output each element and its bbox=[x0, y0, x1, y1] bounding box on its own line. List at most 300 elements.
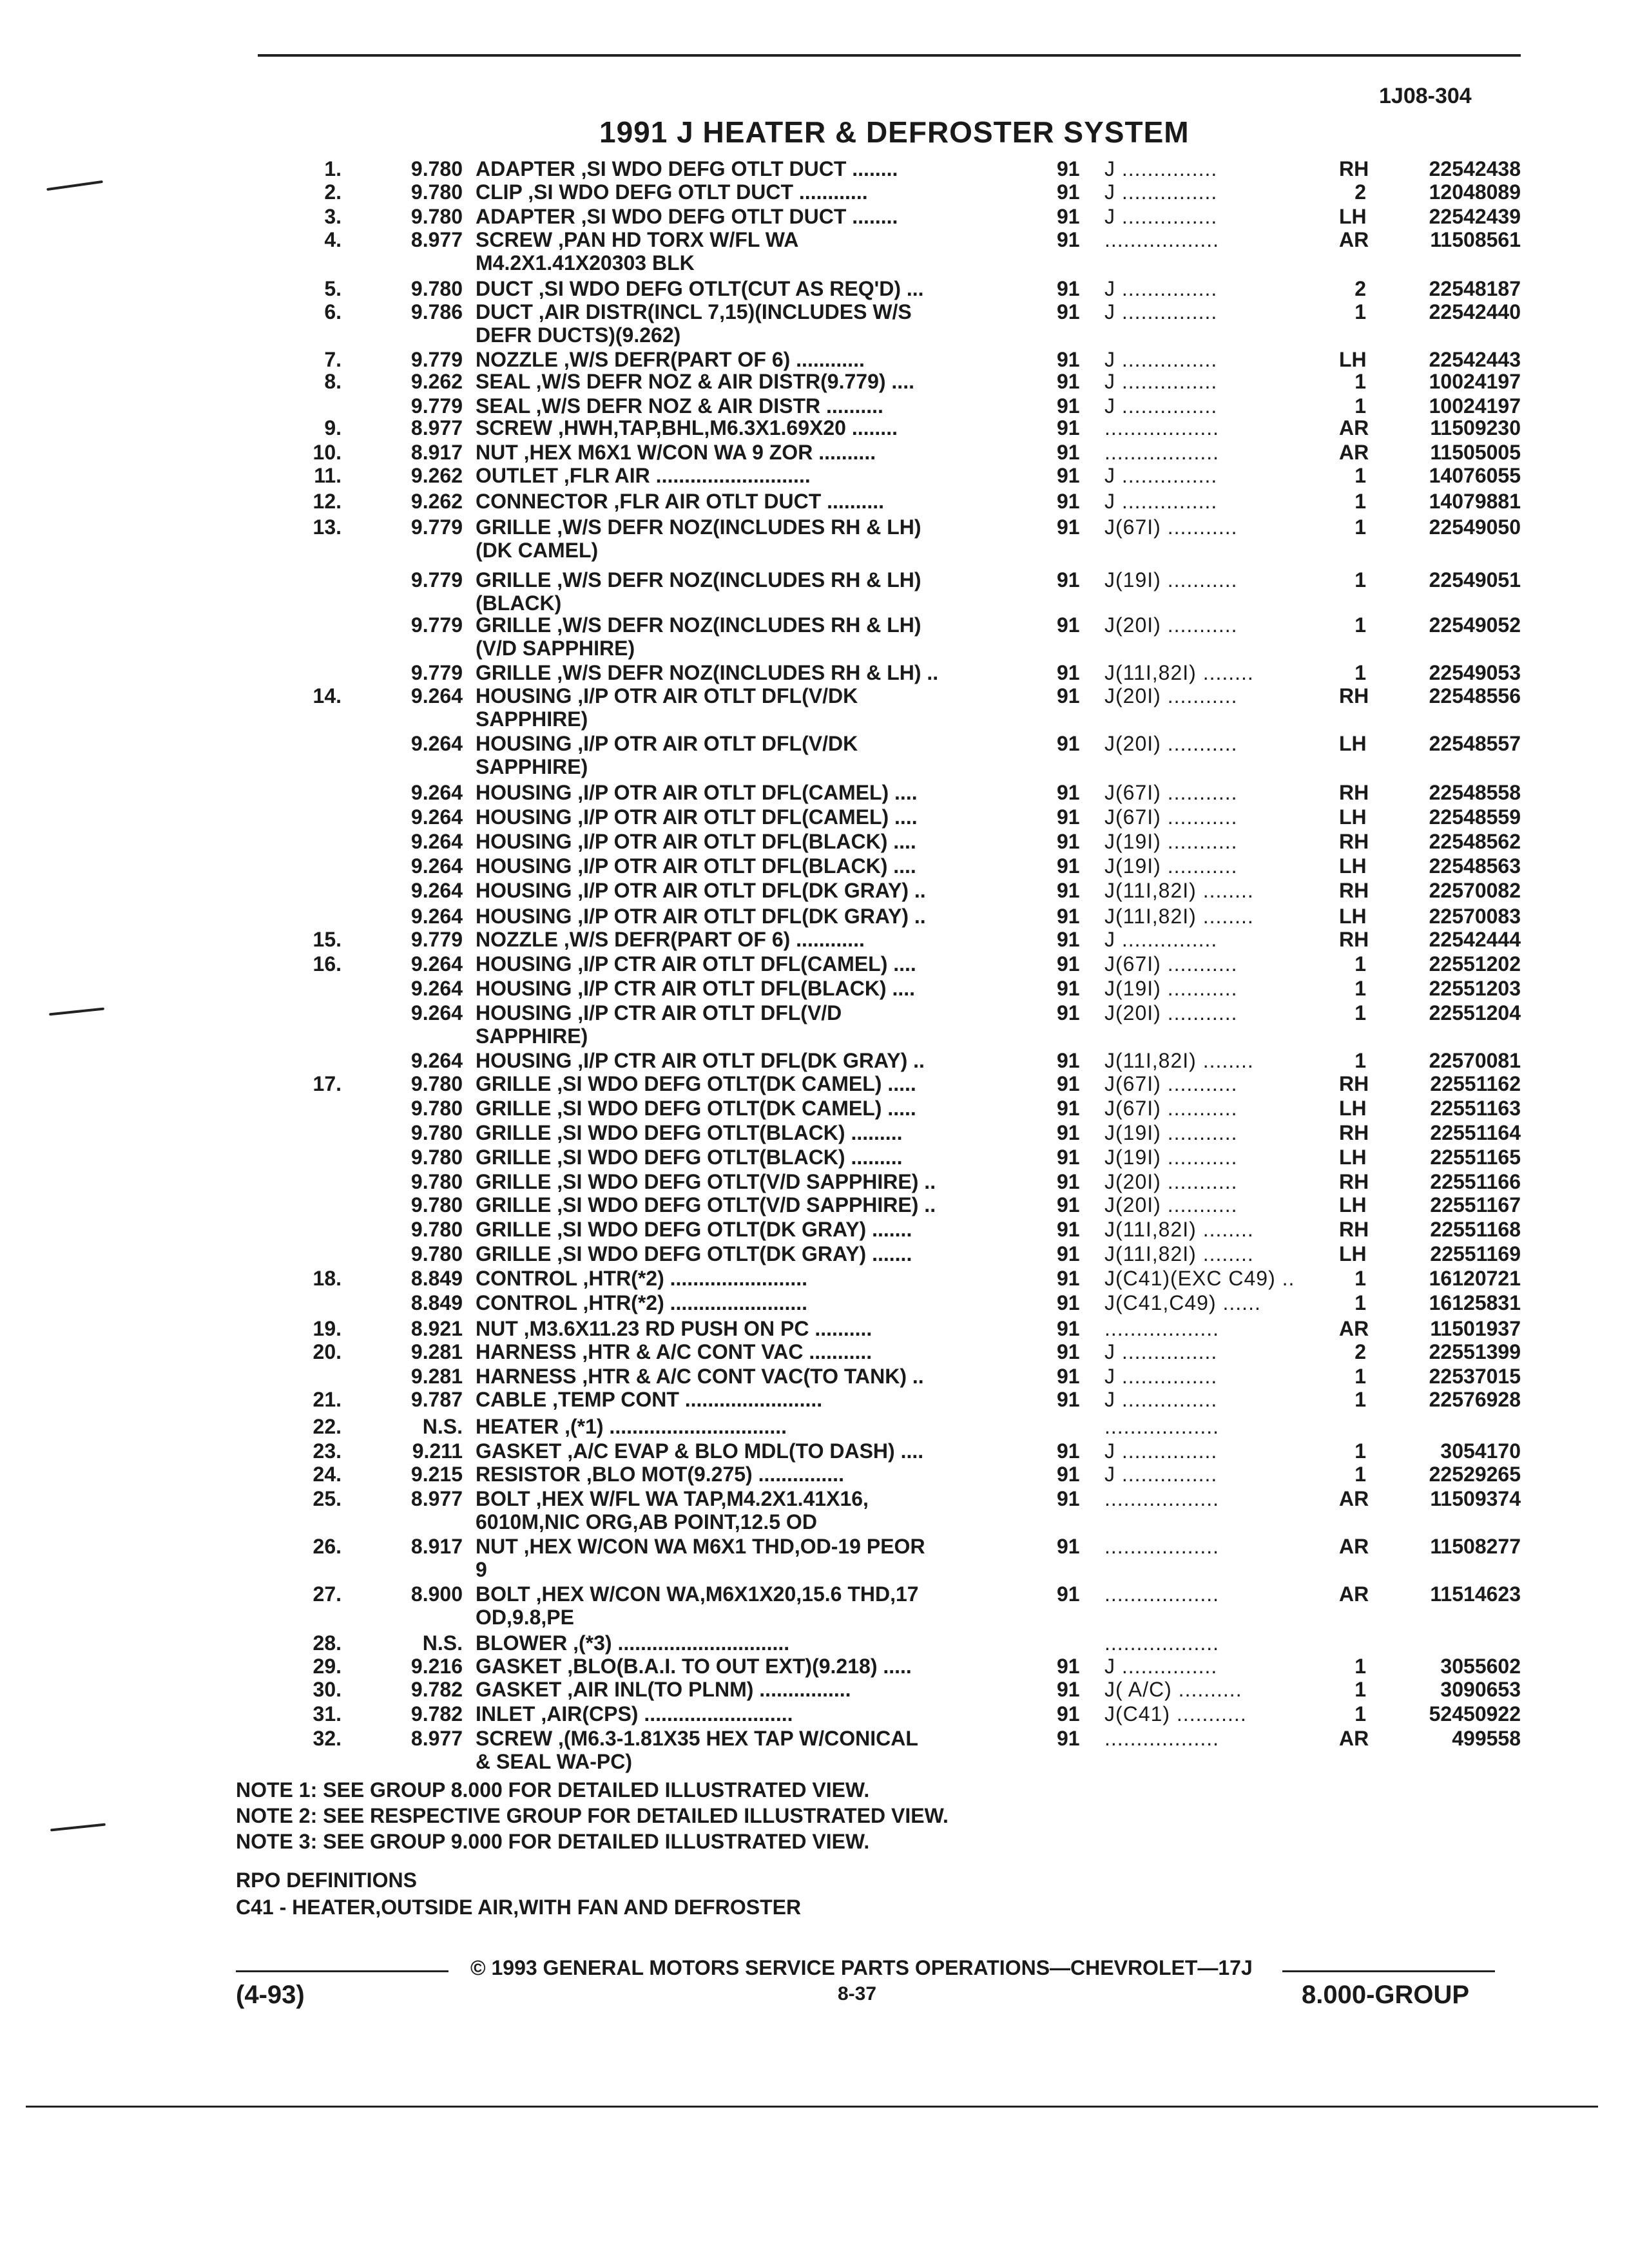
part-quantity: 1 bbox=[1354, 1365, 1366, 1388]
part-item-number: 1. bbox=[324, 157, 342, 180]
part-quantity: AR bbox=[1339, 441, 1369, 464]
part-year: 91 bbox=[1057, 180, 1080, 204]
part-quantity: 1 bbox=[1354, 952, 1366, 975]
parts-row bbox=[0, 464, 1629, 486]
part-model: J ............... bbox=[1104, 1388, 1218, 1411]
part-description: NUT ,HEX M6X1 W/CON WA 9 ZOR .......... bbox=[476, 441, 876, 464]
part-year: 91 bbox=[1057, 441, 1080, 464]
part-item-number: 5. bbox=[324, 277, 342, 300]
part-number: 22551162 bbox=[1430, 1072, 1521, 1095]
part-model: J(20I) ........... bbox=[1104, 613, 1238, 637]
part-number: 22542440 bbox=[1429, 300, 1521, 323]
part-quantity: 2 bbox=[1354, 180, 1366, 204]
part-item-number: 18. bbox=[313, 1267, 342, 1290]
parts-row bbox=[0, 879, 1629, 901]
part-description: SCREW ,HWH,TAP,BHL,M6.3X1.69X20 ........ bbox=[476, 416, 898, 439]
parts-row bbox=[0, 370, 1629, 392]
part-description-continued: (V/D SAPPHIRE) bbox=[476, 637, 635, 660]
part-year: 91 bbox=[1057, 348, 1080, 371]
part-description: NOZZLE ,W/S DEFR(PART OF 6) ............ bbox=[476, 928, 865, 951]
parts-row bbox=[0, 732, 1629, 754]
part-model: J(67I) ........... bbox=[1104, 805, 1238, 829]
part-quantity: RH bbox=[1339, 1121, 1369, 1144]
part-description: HOUSING ,I/P OTR AIR OTLT DFL(BLACK) .... bbox=[476, 830, 916, 853]
parts-row bbox=[0, 1631, 1629, 1653]
part-number: 22542438 bbox=[1429, 157, 1521, 180]
part-year: 91 bbox=[1057, 1388, 1080, 1411]
parts-row bbox=[0, 490, 1629, 512]
part-item-number: 30. bbox=[313, 1678, 342, 1701]
part-model: J(20I) ........... bbox=[1104, 732, 1238, 755]
part-description: CONNECTOR ,FLR AIR OTLT DUCT .......... bbox=[476, 490, 885, 513]
part-year: 91 bbox=[1057, 464, 1080, 487]
part-number: 22529265 bbox=[1429, 1463, 1521, 1486]
part-group-code: 9.780 bbox=[410, 1097, 463, 1120]
part-number: 10024197 bbox=[1429, 370, 1521, 393]
part-item-number: 25. bbox=[313, 1487, 342, 1510]
part-model: J ............... bbox=[1104, 205, 1218, 228]
part-quantity: 1 bbox=[1354, 490, 1366, 513]
parts-row bbox=[0, 157, 1629, 179]
parts-row bbox=[0, 1049, 1629, 1071]
part-model: J(19I) ........... bbox=[1104, 830, 1238, 853]
part-group-code: 9.215 bbox=[410, 1463, 463, 1486]
footer-group: 8.000-GROUP bbox=[1302, 1981, 1470, 2009]
part-model: J(67I) ........... bbox=[1104, 781, 1238, 804]
part-year: 91 bbox=[1057, 1001, 1080, 1024]
part-item-number: 23. bbox=[313, 1439, 342, 1463]
part-number: 14076055 bbox=[1429, 464, 1521, 487]
part-group-code: 8.977 bbox=[410, 1727, 463, 1750]
part-model: J(67I) ........... bbox=[1104, 1097, 1238, 1120]
part-quantity: 2 bbox=[1354, 277, 1366, 300]
part-group-code: 9.779 bbox=[410, 568, 463, 591]
part-item-number: 12. bbox=[313, 490, 342, 513]
part-group-code: 8.900 bbox=[410, 1582, 463, 1606]
part-number: 22548558 bbox=[1429, 781, 1521, 804]
part-description: HARNESS ,HTR & A/C CONT VAC ........... bbox=[476, 1340, 872, 1363]
part-number: 22570082 bbox=[1429, 879, 1521, 902]
part-number: 22576928 bbox=[1429, 1388, 1521, 1411]
part-quantity: RH bbox=[1339, 879, 1369, 902]
part-number: 11508277 bbox=[1430, 1535, 1521, 1558]
part-group-code: 9.264 bbox=[410, 684, 463, 707]
part-quantity: 1 bbox=[1354, 1388, 1366, 1411]
parts-row bbox=[0, 1193, 1629, 1215]
part-year: 91 bbox=[1057, 490, 1080, 513]
part-group-code: 9.264 bbox=[410, 977, 463, 1000]
part-model: J(11I,82I) ........ bbox=[1104, 879, 1254, 902]
parts-row bbox=[0, 1242, 1629, 1264]
part-group-code: 9.780 bbox=[410, 1121, 463, 1144]
footer-rule-left bbox=[236, 1970, 448, 1972]
part-description: GASKET ,BLO(B.A.I. TO OUT EXT)(9.218) ..... bbox=[476, 1655, 912, 1678]
parts-row bbox=[0, 928, 1629, 950]
binder-mark bbox=[50, 1823, 106, 1832]
bottom-rule bbox=[26, 2106, 1598, 2108]
part-description: ADAPTER ,SI WDO DEFG OTLT DUCT ........ bbox=[476, 205, 898, 228]
part-description: GRILLE ,SI WDO DEFG OTLT(DK GRAY) ....... bbox=[476, 1218, 912, 1241]
part-item-number: 9. bbox=[324, 416, 342, 439]
part-number: 10024197 bbox=[1429, 394, 1521, 418]
part-year: 91 bbox=[1057, 157, 1080, 180]
part-model: J(67I) ........... bbox=[1104, 1072, 1238, 1095]
part-number: 22548187 bbox=[1429, 277, 1521, 300]
part-year: 91 bbox=[1057, 1267, 1080, 1290]
part-number: 22551163 bbox=[1430, 1097, 1521, 1120]
part-group-code: 9.264 bbox=[410, 830, 463, 853]
part-group-code: 9.780 bbox=[410, 180, 463, 204]
part-item-number: 2. bbox=[324, 180, 342, 204]
part-item-number: 7. bbox=[324, 348, 342, 371]
part-description: OUTLET ,FLR AIR ........................... bbox=[476, 464, 811, 487]
part-number: 22549051 bbox=[1429, 568, 1521, 591]
part-description: GRILLE ,W/S DEFR NOZ(INCLUDES RH & LH) bbox=[476, 613, 921, 637]
footer-page-number: 8-37 bbox=[838, 1983, 877, 2004]
part-model: J(11I,82I) ........ bbox=[1104, 905, 1254, 928]
part-year: 91 bbox=[1057, 905, 1080, 928]
parts-row bbox=[0, 228, 1629, 250]
part-number: 22549052 bbox=[1429, 613, 1521, 637]
part-description-continued: (BLACK) bbox=[476, 591, 562, 615]
parts-row bbox=[0, 952, 1629, 974]
part-description: GRILLE ,SI WDO DEFG OTLT(DK GRAY) ....... bbox=[476, 1242, 912, 1265]
part-year: 91 bbox=[1057, 661, 1080, 684]
part-item-number: 27. bbox=[313, 1582, 342, 1606]
parts-row bbox=[0, 515, 1629, 537]
part-model: J(20I) ........... bbox=[1104, 1193, 1238, 1216]
part-item-number: 21. bbox=[313, 1388, 342, 1411]
part-quantity: 1 bbox=[1354, 1702, 1366, 1725]
part-group-code: 9.264 bbox=[410, 732, 463, 755]
part-quantity: 1 bbox=[1354, 1463, 1366, 1486]
part-group-code: 9.779 bbox=[410, 928, 463, 951]
parts-row bbox=[0, 1582, 1629, 1604]
part-model: J ............... bbox=[1104, 180, 1218, 204]
part-description: HOUSING ,I/P CTR AIR OTLT DFL(DK GRAY) .. bbox=[476, 1049, 925, 1072]
footer-date: (4-93) bbox=[236, 1981, 305, 2009]
part-description: GRILLE ,SI WDO DEFG OTLT(BLACK) ......... bbox=[476, 1146, 903, 1169]
part-description: BOLT ,HEX W/CON WA,M6X1X20,15.6 THD,17 bbox=[476, 1582, 919, 1606]
rpo-definition: C41 - HEATER,OUTSIDE AIR,WITH FAN AND DEFROSTER bbox=[236, 1896, 802, 1919]
part-model: J ............... bbox=[1104, 277, 1218, 300]
part-model: .................. bbox=[1104, 441, 1220, 464]
parts-row bbox=[0, 277, 1629, 299]
part-model: .................. bbox=[1104, 1582, 1220, 1606]
part-number: 22551168 bbox=[1430, 1218, 1521, 1241]
part-model: J ............... bbox=[1104, 490, 1218, 513]
part-number: 22551166 bbox=[1430, 1170, 1521, 1193]
part-group-code: 9.264 bbox=[410, 879, 463, 902]
part-item-number: 10. bbox=[313, 441, 342, 464]
part-year: 91 bbox=[1057, 1727, 1080, 1750]
notes-block bbox=[236, 1777, 949, 1854]
part-year: 91 bbox=[1057, 205, 1080, 228]
part-year: 91 bbox=[1057, 977, 1080, 1000]
part-quantity: RH bbox=[1339, 684, 1369, 707]
parts-row bbox=[0, 416, 1629, 438]
part-number: 22548556 bbox=[1429, 684, 1521, 707]
part-quantity: AR bbox=[1339, 1582, 1369, 1606]
part-number: 499558 bbox=[1452, 1727, 1521, 1750]
part-group-code: 9.787 bbox=[410, 1388, 463, 1411]
part-number: 11509374 bbox=[1430, 1487, 1521, 1510]
note-3: NOTE 3: SEE GROUP 9.000 FOR DETAILED ILLUSTRATED VIEW. bbox=[236, 1830, 870, 1853]
parts-row bbox=[0, 1121, 1629, 1143]
part-description: SEAL ,W/S DEFR NOZ & AIR DISTR .......... bbox=[476, 394, 883, 418]
part-number: 22570081 bbox=[1429, 1049, 1521, 1072]
part-item-number: 4. bbox=[324, 228, 342, 251]
parts-row bbox=[0, 1388, 1629, 1410]
part-number: 22537015 bbox=[1429, 1365, 1521, 1388]
part-number: 22551167 bbox=[1430, 1193, 1521, 1216]
part-description: DUCT ,AIR DISTR(INCL 7,15)(INCLUDES W/S bbox=[476, 300, 912, 323]
part-description: HOUSING ,I/P OTR AIR OTLT DFL(V/DK bbox=[476, 684, 858, 707]
part-number: 14079881 bbox=[1429, 490, 1521, 513]
part-group-code: 8.849 bbox=[410, 1291, 463, 1314]
part-quantity: RH bbox=[1339, 157, 1369, 180]
part-number: 12048089 bbox=[1429, 180, 1521, 204]
part-year: 91 bbox=[1057, 1340, 1080, 1363]
part-year: 91 bbox=[1057, 515, 1080, 539]
part-year: 91 bbox=[1057, 1535, 1080, 1558]
part-model: J ............... bbox=[1104, 300, 1218, 323]
part-group-code: N.S. bbox=[422, 1631, 463, 1655]
part-description-continued: & SEAL WA-PC) bbox=[476, 1750, 632, 1773]
part-quantity: 1 bbox=[1354, 370, 1366, 393]
part-quantity: RH bbox=[1339, 928, 1369, 951]
part-group-code: 9.281 bbox=[410, 1365, 463, 1388]
part-item-number: 24. bbox=[313, 1463, 342, 1486]
part-quantity: LH bbox=[1339, 1242, 1367, 1265]
part-description: GRILLE ,W/S DEFR NOZ(INCLUDES RH & LH) bbox=[476, 568, 921, 591]
part-description: SCREW ,PAN HD TORX W/FL WA bbox=[476, 228, 799, 251]
part-group-code: 9.264 bbox=[410, 952, 463, 975]
parts-row bbox=[0, 977, 1629, 999]
part-year: 91 bbox=[1057, 1242, 1080, 1265]
part-description: BOLT ,HEX W/FL WA TAP,M4.2X1.41X16, bbox=[476, 1487, 869, 1510]
part-year: 91 bbox=[1057, 394, 1080, 418]
part-quantity: 1 bbox=[1354, 1439, 1366, 1463]
part-group-code: 9.779 bbox=[410, 515, 463, 539]
part-quantity: AR bbox=[1339, 1727, 1369, 1750]
part-item-number: 6. bbox=[324, 300, 342, 323]
part-number: 16120721 bbox=[1429, 1267, 1521, 1290]
part-description-continued: (DK CAMEL) bbox=[476, 539, 599, 562]
part-description: HEATER ,(*1) ............................... bbox=[476, 1415, 787, 1438]
part-year: 91 bbox=[1057, 1439, 1080, 1463]
part-year: 91 bbox=[1057, 370, 1080, 393]
footer-copyright: © 1993 GENERAL MOTORS SERVICE PARTS OPERATIONS—CHEVROLET—17J bbox=[470, 1956, 1253, 1979]
part-number: 22548563 bbox=[1429, 854, 1521, 878]
part-description: HOUSING ,I/P CTR AIR OTLT DFL(BLACK) .... bbox=[476, 977, 916, 1000]
part-description: NOZZLE ,W/S DEFR(PART OF 6) ............ bbox=[476, 348, 865, 371]
part-description: HOUSING ,I/P OTR AIR OTLT DFL(CAMEL) .... bbox=[476, 781, 918, 804]
part-number: 22548557 bbox=[1429, 732, 1521, 755]
part-description: ADAPTER ,SI WDO DEFG OTLT DUCT ........ bbox=[476, 157, 898, 180]
part-group-code: 8.917 bbox=[410, 1535, 463, 1558]
page-title: 1991 J HEATER & DEFROSTER SYSTEM bbox=[599, 115, 1190, 149]
part-group-code: 9.281 bbox=[410, 1340, 463, 1363]
part-quantity: AR bbox=[1339, 228, 1369, 251]
parts-row bbox=[0, 180, 1629, 202]
part-quantity: 1 bbox=[1354, 568, 1366, 591]
part-quantity: 1 bbox=[1354, 515, 1366, 539]
part-group-code: 8.849 bbox=[410, 1267, 463, 1290]
part-quantity: RH bbox=[1339, 1072, 1369, 1095]
part-quantity: 1 bbox=[1354, 661, 1366, 684]
part-group-code: 9.264 bbox=[410, 854, 463, 878]
part-model: .................. bbox=[1104, 416, 1220, 439]
part-model: J(20I) ........... bbox=[1104, 684, 1238, 707]
part-number: 22551202 bbox=[1429, 952, 1521, 975]
part-group-code: 9.780 bbox=[410, 1170, 463, 1193]
part-group-code: 9.264 bbox=[410, 805, 463, 829]
part-quantity: 1 bbox=[1354, 1049, 1366, 1072]
part-quantity: 1 bbox=[1354, 1001, 1366, 1024]
part-description: DUCT ,SI WDO DEFG OTLT(CUT AS REQ'D) ... bbox=[476, 277, 924, 300]
part-group-code: 9.264 bbox=[410, 1001, 463, 1024]
part-description: HOUSING ,I/P OTR AIR OTLT DFL(BLACK) .... bbox=[476, 854, 916, 878]
part-group-code: 8.977 bbox=[410, 1487, 463, 1510]
part-year: 91 bbox=[1057, 1121, 1080, 1144]
part-description: SCREW ,(M6.3-1.81X35 HEX TAP W/CONICAL bbox=[476, 1727, 918, 1750]
part-quantity: 1 bbox=[1354, 1655, 1366, 1678]
part-quantity: AR bbox=[1339, 1487, 1369, 1510]
part-model: .................. bbox=[1104, 1535, 1220, 1558]
part-number: 22551165 bbox=[1430, 1146, 1521, 1169]
part-number: 11508561 bbox=[1430, 228, 1521, 251]
part-year: 91 bbox=[1057, 684, 1080, 707]
part-model: J ............... bbox=[1104, 348, 1218, 371]
parts-row bbox=[0, 300, 1629, 322]
parts-row bbox=[0, 1146, 1629, 1168]
part-model: J ............... bbox=[1104, 157, 1218, 180]
part-year: 91 bbox=[1057, 300, 1080, 323]
part-group-code: 9.780 bbox=[410, 1193, 463, 1216]
part-number: 16125831 bbox=[1429, 1291, 1521, 1314]
part-model: .................. bbox=[1104, 1727, 1220, 1750]
part-quantity: AR bbox=[1339, 416, 1369, 439]
parts-row bbox=[0, 1097, 1629, 1119]
part-group-code: 9.216 bbox=[410, 1655, 463, 1678]
part-quantity: LH bbox=[1339, 854, 1367, 878]
part-number: 22548562 bbox=[1429, 830, 1521, 853]
part-year: 91 bbox=[1057, 1487, 1080, 1510]
part-number: 3055602 bbox=[1440, 1655, 1521, 1678]
part-year: 91 bbox=[1057, 1582, 1080, 1606]
part-group-code: 9.780 bbox=[410, 1218, 463, 1241]
part-description: GRILLE ,SI WDO DEFG OTLT(BLACK) ......... bbox=[476, 1121, 903, 1144]
part-year: 91 bbox=[1057, 952, 1080, 975]
part-group-code: 9.262 bbox=[410, 370, 463, 393]
part-item-number: 16. bbox=[313, 952, 342, 975]
part-description: HOUSING ,I/P OTR AIR OTLT DFL(CAMEL) .... bbox=[476, 805, 918, 829]
parts-row bbox=[0, 805, 1629, 827]
part-description-continued: SAPPHIRE) bbox=[476, 755, 588, 778]
part-group-code: 9.264 bbox=[410, 781, 463, 804]
parts-row bbox=[0, 441, 1629, 463]
part-number: 52450922 bbox=[1429, 1702, 1521, 1725]
part-model: J(11I,82I) ........ bbox=[1104, 1242, 1254, 1265]
part-quantity: LH bbox=[1339, 205, 1367, 228]
part-number: 22570083 bbox=[1429, 905, 1521, 928]
part-item-number: 17. bbox=[313, 1072, 342, 1095]
part-description: GRILLE ,W/S DEFR NOZ(INCLUDES RH & LH) bbox=[476, 515, 921, 539]
part-item-number: 31. bbox=[313, 1702, 342, 1725]
parts-row bbox=[0, 348, 1629, 370]
part-group-code: N.S. bbox=[422, 1415, 463, 1438]
part-group-code: 8.977 bbox=[410, 416, 463, 439]
part-model: J(19I) ........... bbox=[1104, 854, 1238, 878]
part-model: J(11I,82I) ........ bbox=[1104, 1049, 1254, 1072]
part-description: GRILLE ,SI WDO DEFG OTLT(V/D SAPPHIRE) .. bbox=[476, 1170, 936, 1193]
part-group-code: 9.779 bbox=[410, 394, 463, 418]
parts-row bbox=[0, 1487, 1629, 1509]
part-quantity: RH bbox=[1339, 830, 1369, 853]
part-quantity: LH bbox=[1339, 805, 1367, 829]
part-quantity: LH bbox=[1339, 905, 1367, 928]
part-description-continued: OD,9.8,PE bbox=[476, 1606, 574, 1629]
part-quantity: LH bbox=[1339, 1193, 1367, 1216]
note-1: NOTE 1: SEE GROUP 8.000 FOR DETAILED ILLUSTRATED VIEW. bbox=[236, 1778, 870, 1802]
part-model: .................. bbox=[1104, 1487, 1220, 1510]
part-model: .................. bbox=[1104, 228, 1220, 251]
part-year: 91 bbox=[1057, 1170, 1080, 1193]
part-group-code: 9.211 bbox=[412, 1439, 463, 1463]
part-number: 22551204 bbox=[1429, 1001, 1521, 1024]
part-year: 91 bbox=[1057, 1702, 1080, 1725]
part-group-code: 9.780 bbox=[410, 1146, 463, 1169]
parts-row bbox=[0, 613, 1629, 635]
parts-row bbox=[0, 1463, 1629, 1485]
part-number: 11505005 bbox=[1430, 441, 1521, 464]
parts-row bbox=[0, 854, 1629, 876]
part-item-number: 13. bbox=[313, 515, 342, 539]
part-item-number: 28. bbox=[313, 1631, 342, 1655]
part-group-code: 9.780 bbox=[410, 1072, 463, 1095]
part-quantity: AR bbox=[1339, 1535, 1369, 1558]
part-item-number: 14. bbox=[313, 684, 342, 707]
part-number: 22542439 bbox=[1429, 205, 1521, 228]
part-quantity: LH bbox=[1339, 1097, 1367, 1120]
parts-row bbox=[0, 1678, 1629, 1700]
part-description: GRILLE ,SI WDO DEFG OTLT(V/D SAPPHIRE) .. bbox=[476, 1193, 936, 1216]
parts-row bbox=[0, 394, 1629, 416]
parts-row bbox=[0, 1291, 1629, 1313]
part-model: J(67I) ........... bbox=[1104, 952, 1238, 975]
part-model: .................. bbox=[1104, 1415, 1220, 1438]
part-model: J ............... bbox=[1104, 1439, 1218, 1463]
part-year: 91 bbox=[1057, 879, 1080, 902]
part-description: GASKET ,AIR INL(TO PLNM) ................ bbox=[476, 1678, 851, 1701]
footer-rule-right bbox=[1282, 1970, 1495, 1972]
part-number: 22551169 bbox=[1430, 1242, 1521, 1265]
part-number: 22551203 bbox=[1429, 977, 1521, 1000]
parts-row bbox=[0, 1001, 1629, 1023]
part-description-continued: M4.2X1.41X20303 BLK bbox=[476, 251, 695, 274]
part-item-number: 11. bbox=[314, 464, 342, 487]
part-model: J(19I) ........... bbox=[1104, 568, 1238, 591]
part-year: 91 bbox=[1057, 1655, 1080, 1678]
part-model: J(19I) ........... bbox=[1104, 977, 1238, 1000]
parts-row bbox=[0, 1655, 1629, 1677]
part-description: CONTROL ,HTR(*2) ........................ bbox=[476, 1291, 807, 1314]
part-group-code: 9.780 bbox=[410, 205, 463, 228]
part-item-number: 15. bbox=[313, 928, 342, 951]
parts-row bbox=[0, 781, 1629, 803]
part-model: J ............... bbox=[1104, 464, 1218, 487]
